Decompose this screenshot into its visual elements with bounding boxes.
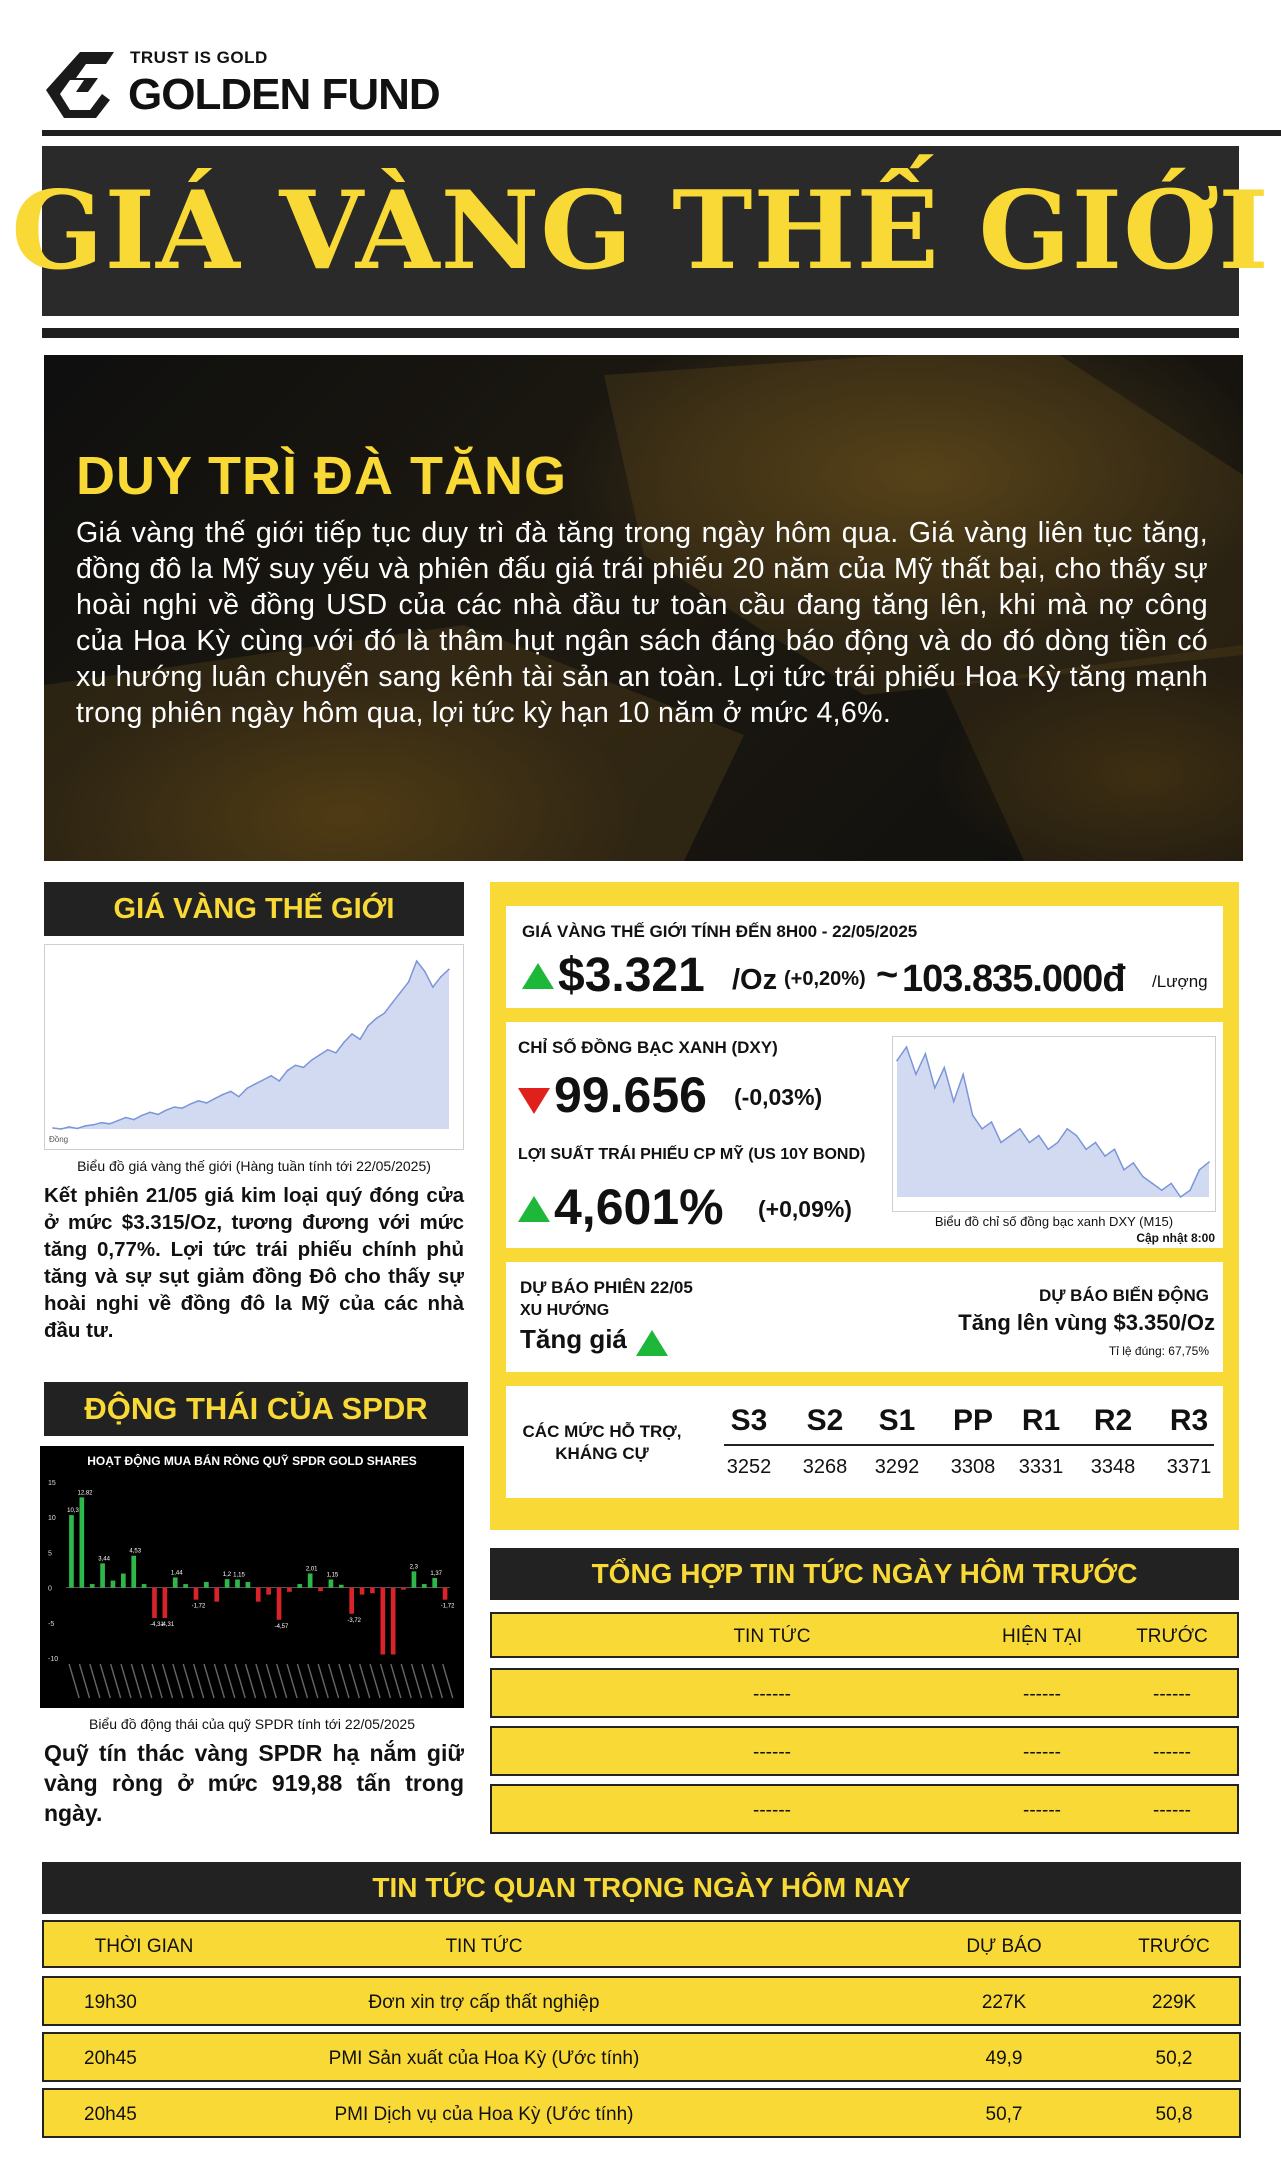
chart-point	[1180, 1196, 1182, 1198]
summary-cell: ------	[753, 1800, 791, 1821]
x-tick-label	[111, 1664, 121, 1698]
golden-fund-logo-icon	[40, 48, 118, 120]
chart-point	[424, 971, 426, 973]
hero-section	[44, 355, 1243, 861]
x-tick-label	[194, 1664, 204, 1698]
spdr-bar	[90, 1584, 95, 1588]
chart-point	[1142, 1176, 1144, 1178]
levels-label-line1: CÁC MỨC HỖ TRỢ,	[522, 1422, 682, 1441]
level-name-s1: S1	[878, 1404, 916, 1437]
chart-area-fill	[53, 961, 449, 1129]
x-tick-label	[142, 1664, 152, 1698]
spdr-bar	[308, 1573, 313, 1587]
summary-cell: ------	[1023, 1742, 1061, 1763]
chart-point	[906, 1046, 908, 1048]
chart-point	[1010, 1135, 1012, 1137]
chart-point	[52, 1127, 54, 1129]
chart-point	[392, 1002, 394, 1004]
x-tick-label	[277, 1664, 287, 1698]
spdr-bar	[401, 1588, 406, 1590]
chart-point	[1161, 1189, 1163, 1191]
level-name-r1: R1	[1021, 1404, 1061, 1437]
chart-point	[925, 1053, 927, 1055]
spdr-bar	[204, 1582, 209, 1588]
y-tick-label: 5	[48, 1550, 52, 1558]
forecast-trend-value: Tăng giá	[520, 1324, 627, 1354]
dxy-chart	[892, 1036, 1216, 1212]
title-banner	[11, 146, 1270, 316]
spdr-data-label: -1,72	[191, 1603, 206, 1610]
x-tick-label	[412, 1664, 422, 1698]
spdr-bar	[225, 1579, 230, 1587]
x-tick-label	[152, 1664, 162, 1698]
chart-point	[934, 1087, 936, 1089]
chart-point	[1029, 1142, 1031, 1144]
spdr-bar	[194, 1588, 199, 1600]
x-tick-label	[380, 1664, 390, 1698]
chart-point	[1076, 1135, 1078, 1137]
chart-point	[319, 1054, 321, 1056]
spdr-bar	[163, 1588, 168, 1618]
spdr-bar	[391, 1588, 396, 1655]
y-tick-label: -10	[48, 1656, 59, 1663]
spdr-data-label: 4,53	[129, 1548, 142, 1555]
spdr-data-label: 1,15	[233, 1572, 245, 1579]
spdr-bar	[287, 1588, 292, 1592]
summary-cell: ------	[1153, 1800, 1191, 1821]
chart-point	[68, 1126, 70, 1128]
gold-section-label-text: GIÁ VÀNG THẾ GIỚI	[113, 892, 395, 925]
spdr-data-label: 12,82	[77, 1490, 93, 1497]
news-today-header-row	[42, 1920, 1241, 1968]
news-summary-header	[490, 1548, 1239, 1600]
chart-point	[303, 1067, 305, 1069]
x-tick-label	[349, 1664, 359, 1698]
chart-point	[287, 1070, 289, 1072]
news-today-header	[42, 1862, 1241, 1914]
x-tick-label	[256, 1664, 266, 1698]
chart-point	[76, 1128, 78, 1130]
chart-point	[101, 1122, 103, 1124]
x-tick-label	[432, 1664, 442, 1698]
chart-point	[915, 1073, 917, 1075]
forecast-vol-value: Tăng lên vùng $3.350/Oz	[958, 1310, 1215, 1335]
x-tick-label	[214, 1664, 224, 1698]
header-divider	[42, 130, 1281, 136]
bond-change: (+0,09%)	[758, 1196, 852, 1222]
chart-point	[359, 1038, 361, 1040]
spdr-bar	[329, 1580, 334, 1588]
dxy-label: CHỈ SỐ ĐỒNG BẠC XANH (DXY)	[518, 1038, 778, 1057]
chart-point	[238, 1096, 240, 1098]
today-col-forecast: DỰ BÁO	[966, 1936, 1042, 1957]
chart-point	[1038, 1135, 1040, 1137]
chart-point	[1085, 1148, 1087, 1150]
brand-name: GOLDEN FUND	[128, 70, 440, 119]
chart-point	[1000, 1142, 1002, 1144]
level-value-s1: 3292	[874, 1456, 920, 1478]
x-tick-label	[287, 1664, 297, 1698]
spdr-bar	[111, 1581, 116, 1588]
summary-cell: ------	[1023, 1800, 1061, 1821]
chart-point	[295, 1065, 297, 1067]
chart-point	[991, 1121, 993, 1123]
chart-point	[149, 1112, 151, 1114]
chart-point	[953, 1101, 955, 1103]
chart-point	[1189, 1189, 1191, 1191]
today-cell-prev: 50,8	[1155, 2104, 1193, 2125]
chart-point	[440, 976, 442, 978]
chart-point	[351, 1033, 353, 1035]
today-cell-time: 20h45	[84, 2104, 137, 2125]
chart-point	[416, 960, 418, 962]
price-unit: /Oz	[732, 964, 778, 996]
x-tick-label	[163, 1664, 173, 1698]
spdr-bar	[412, 1571, 417, 1587]
levels-divider	[724, 1444, 1214, 1446]
y-tick-label: 0	[48, 1585, 52, 1593]
chart-point	[1133, 1162, 1135, 1164]
price-card	[506, 906, 1223, 1008]
chart-point	[343, 1042, 345, 1044]
level-value-s2: 3268	[802, 1456, 848, 1478]
spdr-bar	[370, 1588, 375, 1594]
spdr-bar	[297, 1584, 302, 1588]
spdr-bar	[422, 1584, 427, 1588]
today-cell-news: Đơn xin trợ cấp thất nghiệp	[368, 1992, 600, 2013]
x-tick-label	[360, 1664, 370, 1698]
news-summary-title: TỔNG HỢP TIN TỨC NGÀY HÔM TRƯỚC	[591, 1558, 1138, 1589]
chart-point	[278, 1080, 280, 1082]
chart-point	[335, 1052, 337, 1054]
chart-point	[981, 1128, 983, 1130]
chart-point	[141, 1115, 143, 1117]
spdr-bar	[142, 1584, 147, 1588]
gold-chart-caption: Biểu đồ giá vàng thế giới (Hàng tuần tính tới 22/05/2025)	[77, 1158, 431, 1174]
chart-point	[157, 1114, 159, 1116]
y-tick-label: -5	[48, 1620, 55, 1628]
x-tick-label	[370, 1664, 380, 1698]
summary-col-current: HIỆN TẠI	[1002, 1626, 1082, 1647]
spdr-section-label	[44, 1382, 468, 1436]
chart-point	[448, 968, 450, 970]
price-vnd: 103.835.000đ	[902, 958, 1125, 1000]
chart-point	[85, 1125, 87, 1127]
gold-price-chart	[45, 945, 463, 1149]
spdr-bar	[256, 1588, 261, 1602]
level-value-s3: 3252	[726, 1456, 772, 1478]
x-tick-label	[204, 1664, 214, 1698]
x-tick-label	[173, 1664, 183, 1698]
summary-cell: ------	[753, 1684, 791, 1705]
chart-point	[1123, 1169, 1125, 1171]
dxy-card	[506, 1022, 1223, 1248]
y-tick-label: 10	[48, 1515, 56, 1523]
x-tick-label	[225, 1664, 235, 1698]
chart-point	[1104, 1155, 1106, 1157]
x-tick-label	[318, 1664, 328, 1698]
x-tick-label	[422, 1664, 432, 1698]
price-change: (+0,20%)	[784, 968, 866, 990]
x-tick-label	[69, 1664, 79, 1698]
dxy-down-arrow-icon	[518, 1088, 550, 1114]
forecast-accuracy: Tỉ lệ đúng: 67,75%	[1108, 1344, 1209, 1358]
dxy-line-chart	[893, 1037, 1215, 1211]
summary-cell: ------	[1153, 1742, 1191, 1763]
spdr-bar	[100, 1563, 105, 1587]
spdr-bar	[173, 1577, 178, 1587]
chart-point	[109, 1123, 111, 1125]
chart-point	[1066, 1128, 1068, 1130]
dxy-change: (-0,03%)	[734, 1084, 823, 1110]
level-name-r2: R2	[1093, 1404, 1133, 1437]
chart-point	[270, 1075, 272, 1077]
spdr-bar	[266, 1588, 271, 1595]
level-value-r2: 3348	[1090, 1456, 1136, 1478]
spdr-bar	[339, 1585, 344, 1588]
tagline: TRUST IS GOLD	[130, 48, 268, 67]
summary-cell: ------	[1153, 1684, 1191, 1705]
table-row	[42, 1976, 1241, 2026]
levels-card	[506, 1386, 1223, 1498]
level-name-pp: PP	[952, 1404, 994, 1437]
table-row	[490, 1668, 1239, 1718]
spdr-data-label: 1,44	[170, 1570, 183, 1577]
spdr-data-label: 1,37	[430, 1570, 443, 1577]
gold-section-label	[44, 882, 464, 936]
bond-label: LỢI SUẤT TRÁI PHIẾU CP MỸ (US 10Y BOND)	[518, 1146, 866, 1163]
x-tick-label	[100, 1664, 110, 1698]
chart-point	[375, 1018, 377, 1020]
x-tick-label	[266, 1664, 276, 1698]
table-row	[42, 2088, 1241, 2138]
chart-point	[1151, 1183, 1153, 1185]
news-summary-header-row	[490, 1612, 1239, 1658]
today-cell-forecast: 50,7	[985, 2104, 1023, 2125]
bond-value: 4,601%	[554, 1179, 724, 1235]
spdr-data-label: -3,72	[347, 1617, 362, 1624]
chart-point	[230, 1091, 232, 1093]
level-value-r3: 3371	[1166, 1456, 1212, 1478]
today-cell-prev: 229K	[1151, 1992, 1197, 2013]
spdr-bar	[246, 1582, 251, 1588]
title-divider	[42, 328, 1239, 338]
spdr-data-label: 1,15	[326, 1572, 339, 1579]
price-vnd-unit: /Lượng	[1152, 972, 1208, 991]
level-value-r1: 3331	[1018, 1456, 1064, 1478]
chart-point	[1095, 1142, 1097, 1144]
x-tick-label	[401, 1664, 411, 1698]
spdr-data-label: 2,01	[305, 1566, 318, 1573]
summary-cell: ------	[753, 1742, 791, 1763]
chart-point	[117, 1120, 119, 1122]
chart-point	[1199, 1169, 1201, 1171]
chart-point	[93, 1124, 95, 1126]
chart-point	[896, 1060, 898, 1062]
level-name-r3: R3	[1169, 1404, 1209, 1437]
today-cell-time: 19h30	[84, 1992, 137, 2013]
today-col-news: TIN TỨC	[445, 1936, 523, 1957]
chart-point	[133, 1119, 135, 1121]
summary-col-news: TIN TỨC	[733, 1626, 811, 1647]
gold-paragraph: Kết phiên 21/05 giá kim loại quý đóng cửa ở mức $3.315/Oz, tương đương với mức tăng 0,77%. Lợi tức trái phiếu chính phủ tăng và sự sụt giảm đồng Đô cho thấy sự hoài nghi về đồng đô la Mỹ của các nhà đầu tư.	[44, 1184, 464, 1342]
chart-point	[408, 981, 410, 983]
chart-point	[165, 1109, 167, 1111]
today-cell-forecast: 227K	[981, 1992, 1027, 2013]
spdr-data-label: -4,31	[150, 1621, 164, 1628]
x-tick-label	[308, 1664, 318, 1698]
chart-point	[1019, 1128, 1021, 1130]
chart-point	[1057, 1142, 1059, 1144]
today-cell-forecast: 49,9	[985, 2048, 1023, 2069]
chart-watermark: Đồng	[49, 1135, 69, 1144]
price-up-arrow-icon	[522, 963, 554, 989]
chart-point	[972, 1114, 974, 1116]
forecast-card	[506, 1262, 1223, 1372]
spdr-bar	[349, 1588, 354, 1614]
spdr-bar-chart	[40, 1446, 464, 1708]
spdr-bar	[131, 1556, 136, 1588]
chart-point	[254, 1083, 256, 1085]
levels-label-line2: KHÁNG CỰ	[555, 1444, 649, 1463]
spdr-chart-title: HOẠT ĐỘNG MUA BÁN RÒNG QUỸ SPDR GOLD SHARES	[87, 1454, 417, 1468]
price-approx: ~	[876, 954, 899, 996]
table-row	[490, 1784, 1239, 1834]
spdr-bar	[152, 1588, 157, 1618]
price-caption: GIÁ VÀNG THẾ GIỚI TÍNH ĐẾN 8H00 - 22/05/2025	[522, 922, 918, 941]
today-col-time: THỜI GIAN	[94, 1936, 194, 1957]
spdr-section-label-text: ĐỘNG THÁI CỦA SPDR	[84, 1391, 428, 1426]
level-value-pp: 3308	[950, 1456, 996, 1478]
spdr-data-label: 10,3	[67, 1508, 79, 1515]
gold-chart	[44, 944, 464, 1150]
chart-point	[173, 1106, 175, 1108]
spdr-bar	[432, 1578, 437, 1588]
spdr-bar	[79, 1497, 84, 1587]
chart-point	[198, 1100, 200, 1102]
x-tick-label	[443, 1664, 453, 1698]
chart-point	[1170, 1183, 1172, 1185]
level-name-s2: S2	[806, 1404, 844, 1437]
today-cell-prev: 50,2	[1155, 2048, 1193, 2069]
dxy-updated: Cập nhật 8:00	[1136, 1231, 1215, 1245]
dxy-chart-caption: Biểu đồ chỉ số đồng bạc xanh DXY (M15)	[934, 1214, 1174, 1229]
summary-col-prev: TRƯỚC	[1136, 1626, 1208, 1647]
spdr-bar	[360, 1588, 365, 1595]
forecast-trend-label: XU HƯỚNG	[520, 1302, 610, 1319]
chart-point	[262, 1079, 264, 1081]
today-cell-news: PMI Dịch vụ của Hoa Kỳ (Ước tính)	[334, 2104, 634, 2125]
x-tick-label	[329, 1664, 339, 1698]
x-tick-label	[131, 1664, 141, 1698]
chart-point	[311, 1059, 313, 1061]
x-tick-label	[235, 1664, 245, 1698]
x-tick-label	[246, 1664, 256, 1698]
x-tick-label	[339, 1664, 349, 1698]
chart-point	[206, 1102, 208, 1104]
spdr-data-label: -4,31	[160, 1621, 175, 1628]
x-tick-label	[121, 1664, 131, 1698]
spdr-chart-caption: Biểu đồ động thái của quỹ SPDR tính tới 22/05/2025	[89, 1716, 415, 1732]
dxy-value: 99.656	[554, 1067, 707, 1123]
chart-point	[214, 1098, 216, 1100]
x-tick-label	[297, 1664, 307, 1698]
trend-up-arrow-icon	[636, 1330, 668, 1356]
hero-heading: DUY TRÌ ĐÀ TĂNG	[76, 446, 568, 506]
forecast-session-label: DỰ BÁO PHIÊN 22/05	[520, 1278, 693, 1297]
spdr-data-label: -4,57	[274, 1623, 289, 1630]
price-value: $3.321	[558, 949, 705, 1002]
chart-point	[1208, 1161, 1210, 1163]
chart-point	[384, 1012, 386, 1014]
chart-point	[327, 1049, 329, 1051]
x-tick-label	[90, 1664, 100, 1698]
today-cell-time: 20h45	[84, 2048, 137, 2069]
x-tick-label	[391, 1664, 401, 1698]
y-tick-label: 15	[48, 1480, 56, 1487]
x-tick-label	[183, 1664, 193, 1698]
today-col-prev: TRƯỚC	[1138, 1936, 1210, 1957]
chart-point	[60, 1128, 62, 1130]
chart-point	[1114, 1148, 1116, 1150]
spdr-data-label: 3,44	[98, 1556, 110, 1563]
news-today-title: TIN TỨC QUAN TRỌNG NGÀY HÔM NAY	[372, 1872, 911, 1903]
spdr-bar	[318, 1588, 323, 1592]
spdr-bar	[69, 1515, 74, 1588]
chart-point	[400, 992, 402, 994]
spdr-bar	[214, 1588, 219, 1602]
chart-point	[432, 986, 434, 988]
chart-point	[367, 1025, 369, 1027]
spdr-paragraph: Quỹ tín thác vàng SPDR hạ nắm giữ vàng ròng ở mức 919,88 tấn trong ngày.	[44, 1740, 464, 1826]
spdr-bar	[121, 1574, 126, 1588]
spdr-data-label: 2,3	[409, 1564, 418, 1571]
spdr-bar	[277, 1588, 282, 1620]
chart-point	[962, 1073, 964, 1075]
spdr-chart	[40, 1446, 464, 1708]
chart-point	[943, 1067, 945, 1069]
chart-point	[190, 1103, 192, 1105]
spdr-bar	[183, 1584, 188, 1588]
forecast-vol-label: DỰ BÁO BIẾN ĐỘNG	[1039, 1286, 1209, 1305]
level-name-s3: S3	[730, 1404, 768, 1437]
spdr-data-label: 1,2	[222, 1572, 232, 1579]
table-row	[490, 1726, 1239, 1776]
spdr-bar	[235, 1580, 240, 1588]
spdr-bar	[380, 1588, 385, 1655]
today-cell-news: PMI Sản xuất của Hoa Kỳ (Ước tính)	[328, 2048, 640, 2069]
x-tick-label	[79, 1664, 89, 1698]
hero-body: Giá vàng thế giới tiếp tục duy trì đà tăng trong ngày hôm qua. Giá vàng liên tục tăng, đồng đô la Mỹ suy yếu và phiên đấu giá trái phiếu 20 năm của Mỹ thất bại, cho thấy sự hoài nghi về đồng USD của các nhà đầu tư toàn cầu đang tăng lên, khi mà nợ công của Hoa Kỳ cùng với đó là thâm hụt ngân sách đáng báo động và do đó dòng tiền có xu hướng luân chuyển sang kênh tài sản an toàn. Lợi tức trái phiếu Hoa Kỳ tăng mạnh trong phiên ngày hôm qua, lợi tức kỳ hạn 10 năm ở mức 4,6%.	[76, 517, 1208, 729]
table-row	[42, 2032, 1241, 2082]
chart-point	[246, 1088, 248, 1090]
bond-up-arrow-icon	[518, 1196, 550, 1222]
spdr-bar	[443, 1588, 448, 1600]
market-panel	[490, 882, 1239, 1530]
page-title: GIÁ VÀNG THẾ GIỚI	[11, 168, 1270, 294]
chart-point	[125, 1117, 127, 1119]
chart-point	[182, 1107, 184, 1109]
chart-point	[1047, 1148, 1049, 1150]
spdr-data-label: -1,72	[440, 1603, 455, 1610]
summary-cell: ------	[1023, 1684, 1061, 1705]
chart-point	[222, 1094, 224, 1096]
